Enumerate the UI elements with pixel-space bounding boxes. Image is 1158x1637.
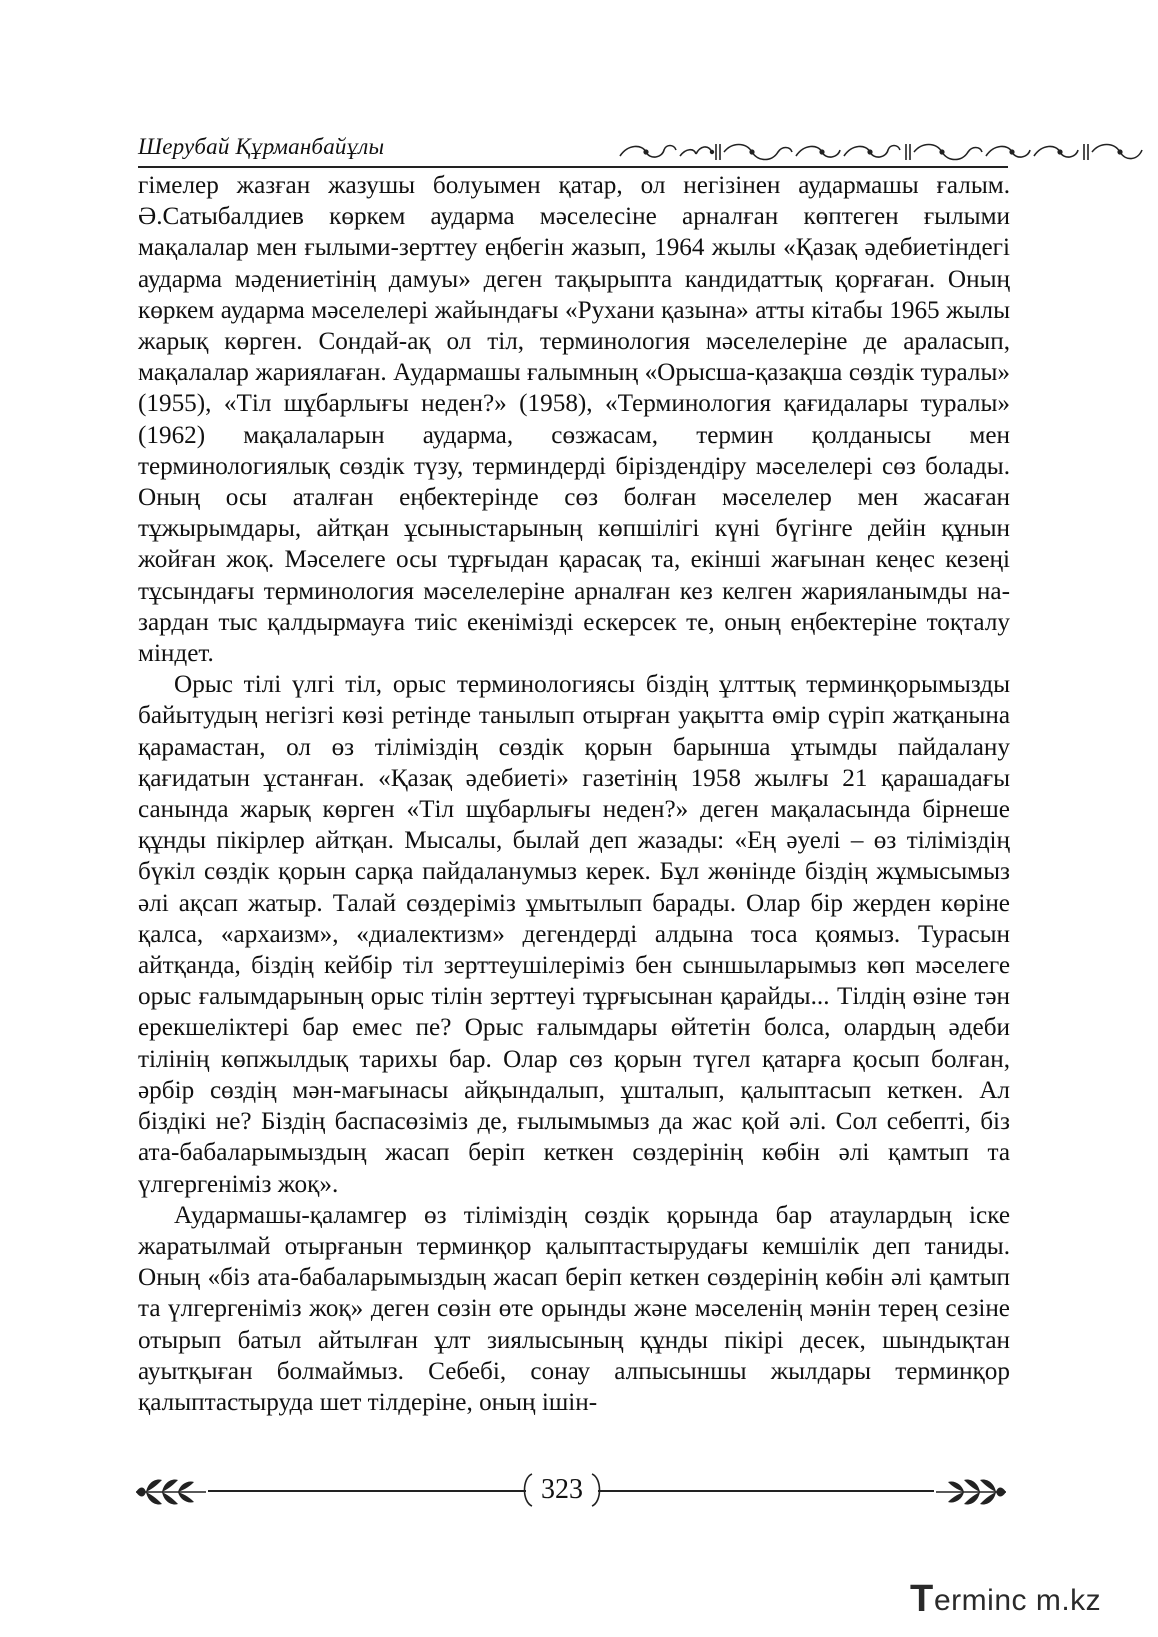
header-ornament — [616, 138, 1148, 164]
watermark-text: erminc m.kz — [934, 1584, 1102, 1617]
running-head: Шерубай Құрманбайұлы — [138, 134, 385, 159]
footer-rule-right — [598, 1490, 934, 1492]
page-header — [138, 128, 1008, 168]
paragraph-1: гімелер жазған жазушы болуымен қатар, ол негізінен аудармашы ғалым. Ә.Сатыбалдиев көркем аударма мәселесіне арналған көптеген ғылыми мақалалар мен ғылыми-зерттеу еңбегін жазып, 1964 жылы «Қазақ әдебиетіндегі аударма мәдениетінің дамуы» деген тақырыпта кандидаттық қорғаған. Оның көркем аударма мәселелері жайындағы «Рухани қазына» атты кітабы 1965 жылы жарық көрген. Сондай-ақ ол тіл, терминология мәселелеріне де араласып, мақалалар жариялаған. Аудармашы ғалымның «Орысша-қазақша сөздік туралы» (1955), «Тіл шұбарлығы неден?» (1958), «Терминология қағидалары туралы» (1962) мақалаларын аударма, сөзжасам, термин қолданысы мен терминологиялық сөздік түзу, терминдерді біріздендіру мәселелері сөз болады. Оның осы аталған еңбектерінде сөз болған мәселелер мен жасаған тұжырымдары, айтқан ұсыныстарының көпшілігі күні бүгінге дейін құнын жойған жоқ. Мәселеге осы тұрғыдан қарасақ та, екінші жағынан кеңес кезеңі тұсындағы терминология мәселелеріне арналған кез келген жарияланымды назардан тыс қалдырмауға тиіс екенімізді ескерсек те, оның еңбектеріне тоқталу міндет. — [138, 172, 1010, 668]
paragraph-3: Аудармашы-қаламгер өз тіліміздің сөздік қорында бар атаулардың іске жаратылмай отырғанын терминқор қалыптастырудағы кемшілік деп таниды. Оның «біз ата-бабаларымыздың жасап беріп кеткен сөздерінің көбін әлі қамтып та үлгергеніміз жоқ» деген сөзін өте орынды және мәселенің мәнін терең сезіне отырып батыл айтылған ұлт зиялысының құнды пікірі десек, шындықтан ауытқыған болмаймыз. Себебі, сонау алпысыншы жылдары терминқор қалыптастыруда шет тілдеріне, оның ішін- — [138, 1201, 1010, 1416]
watermark-initial: T — [910, 1578, 934, 1620]
header-rule — [138, 166, 1008, 168]
page-footer — [138, 1468, 1008, 1512]
site-watermark — [910, 1580, 1150, 1624]
paragraph-2: Орыс тілі үлгі тіл, орыс терминологиясы біздің ұлттық терминқорымызды байытудың негізгі көзі ретінде танылып отырған уақытта өмір сүріп жатқанына қарамастан, ол өз тіліміздің сөздік қорын барынша ұтымды пайдалану қағидатын ұстанған. «Қазақ әдебиеті» газетінің 1958 жылғы 21 қарашадағы санында жарық көрген «Тіл шұбарлығы неден?» деген мақаласында бірнеше құнды пікірлер айтқан. Мысалы, былай деп жазады: «Ең әуелі – өз тіліміздің бүкіл сөздік қорын сарқа пайдаланумыз керек. Бұл жөнінде біздің жұмысымыз әлі ақсап жатыр. Талай сөздеріміз ұмытылып барады. Олар бір жерден көріне қалса, «архаизм», «диалектизм» дегендерді алдына тоса қоямыз. Турасын айтқанда, біздің кейбір тіл зерттеушілеріміз бен сыншыларымыз көп мәселеге орыс ғалымдарының орыс тілін зерттеуі тұрғысынан қарайды... Тілдің өзіне тән ерекшеліктері бар емес пе? Орыс ғалымдары өйтетін болса, олардың әдеби тілінің көпжылдық тарихы бар. Олар сөз қорын түгел қатарға қосып болған, әрбір сөздің мән-мағынасы айқындалып, ұшталып, қалыптасып кеткен. Ал біздікі не? Біздің баспасөзіміз де, ғылымымыз да жас қой әлі. Сол себепті, біз ата-бабаларымыздың жасап беріп кеткен сөздерінің көбін әлі қамтып та үлгергеніміз жоқ». — [138, 671, 1010, 1198]
footer-rule-left — [208, 1490, 526, 1492]
leaf-ornament-left-icon — [134, 1472, 208, 1510]
body-text — [138, 170, 1010, 1418]
leaf-ornament-right-icon — [934, 1472, 1008, 1510]
page-number: 323 — [541, 1474, 583, 1505]
